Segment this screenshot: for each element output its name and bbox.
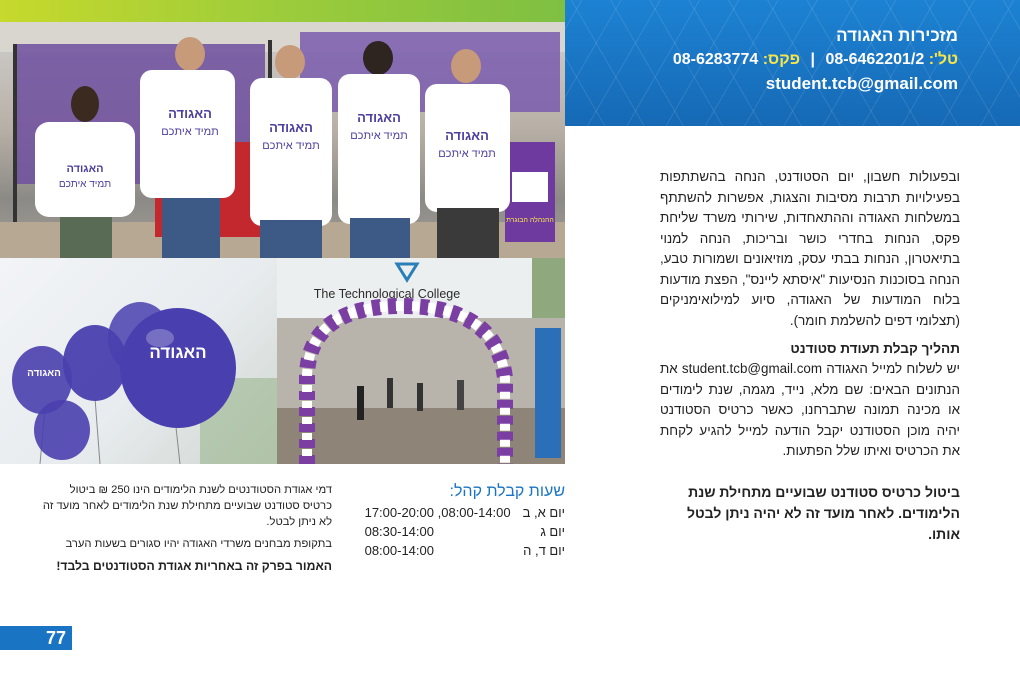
process-email: student.tcb@gmail.com [681,361,823,376]
poster-panel [512,172,548,202]
svg-text:תמיד איתכם: תמיד איתכם [438,148,496,160]
balloon-text: האגודה [149,343,207,362]
hours-table [365,503,565,560]
fee-note: דמי אגודת הסטודנטים לשנת הלימודים הינו 250 ₪ ביטול כרטיס סטודנט שבועיים מתחילת שנת הלימודים לאחר מועד זה לא ניתן לבטל. [42,484,332,528]
svg-text:האגודה: האגודה [445,128,489,143]
photo-balloons [0,258,277,464]
college-sign: The Technological College [313,287,461,301]
svg-text:האגודה: האגודה [269,120,313,135]
exam-period-note: בתקופת מבחנים משרדי האגודה יהיו סגורים בשעות הערב [65,538,332,550]
contact-banner [565,0,1020,126]
hours-times: 08:00-14:00, 17:00-20:00 [364,505,511,520]
balloon-main [120,308,236,428]
body-text [660,167,960,545]
hours-days: יום א, ב [522,505,565,520]
process-paragraph [660,359,960,462]
phone-number: 08-6462201/2 [825,51,925,68]
balloons-illustration [0,258,277,464]
svg-text:תמיד איתכם: תמיד איתכם [58,179,112,190]
balloon-string [95,398,100,464]
notes-block [40,482,332,574]
svg-text:תמיד איתכם: תמיד איתכם [350,130,408,142]
plaza-floor [277,408,565,464]
photo-student-stand [0,22,565,258]
hours-times: 08:00-14:00 [364,543,434,558]
top-color-strip [0,0,565,22]
hours-row [365,522,565,541]
side-banner [535,328,561,458]
cancel-notice: ביטול כרטיס סטודנט שבועיים מתחילת שנת הלימודים. לאחר מועד זה לא יהיה ניתן לבטל אותו. [687,483,960,542]
hours-days: יום ג [540,524,565,539]
fax-number: 08-6283774 [672,51,759,68]
reception-hours [345,481,565,560]
process-rest: את הנתונים הבאים: שם מלא, נייד, מגמה, שנת לימודים או מכינה תמונה שתברחנו, כאשר כרטיס הסטודנט יהיה מוכן הסטודנט יקבל הודעה למייל להגיע לקחת את הכרטיס ואיתו שלל הפתעות. [660,361,960,458]
separator: | [810,51,816,68]
photo-college-entrance [277,258,565,464]
svg-text:האגודה: האגודה [66,163,104,175]
hours-days: יום ד, ה [523,543,565,558]
secretariat-title: מזכירות האגודה [836,26,958,45]
hours-title: שעות קבלת קהל: [449,483,565,500]
benefits-paragraph: ובפעולות חשבון, יום הסטודנט, הנחה בהשתתפות בפעילויות תרבות מסיבות והצגות, אפשרות להשתתף במשלחות האגודה וההתאחדות, שירותי משרד שליחת פקס, הנחות בחדרי כושר ובריכות, הנחה למנוי בתיאטרון, הנחות בבתי עסק, מוזיאונים ושמורות טבע, הנחה בסוכנות הנסיעות "איסתא ליינס", הפצת מודעות בלוח המודעות של האגודה, סיוע למילואימניקים (תצלומי דפים להשלמת חומר). [660,169,960,328]
balloon-text: האגודה [27,368,61,379]
stand-illustration [0,22,565,258]
section-heading: תהליך קבלת תעודת סטודנט [790,341,960,356]
balloon [34,400,90,460]
contact-email: student.tcb@gmail.com [765,74,958,93]
svg-text:האגודה: האגודה [168,106,212,121]
college-illustration [277,258,565,464]
svg-text:תמיד איתכם: תמיד איתכם [262,140,320,152]
process-prefix: יש לשלוח למייל האגודה [826,361,960,376]
hours-times: 08:30-14:00 [364,524,434,539]
svg-text:האגודה: האגודה [357,110,401,125]
poster-text: ההנהלה הבוגרת [506,217,554,224]
hours-row [365,541,565,560]
phone-fax-line [585,48,958,72]
fax-label: פקס: [762,51,801,68]
svg-text:תמיד איתכם: תמיד איתכם [161,126,219,138]
phone-label: טל': [928,51,958,68]
hours-row [365,503,565,522]
page-number: 77 [0,626,72,650]
disclaimer: האמור בפרק זה באחריות אגודת הסטודנטים בלבד! [56,559,332,573]
